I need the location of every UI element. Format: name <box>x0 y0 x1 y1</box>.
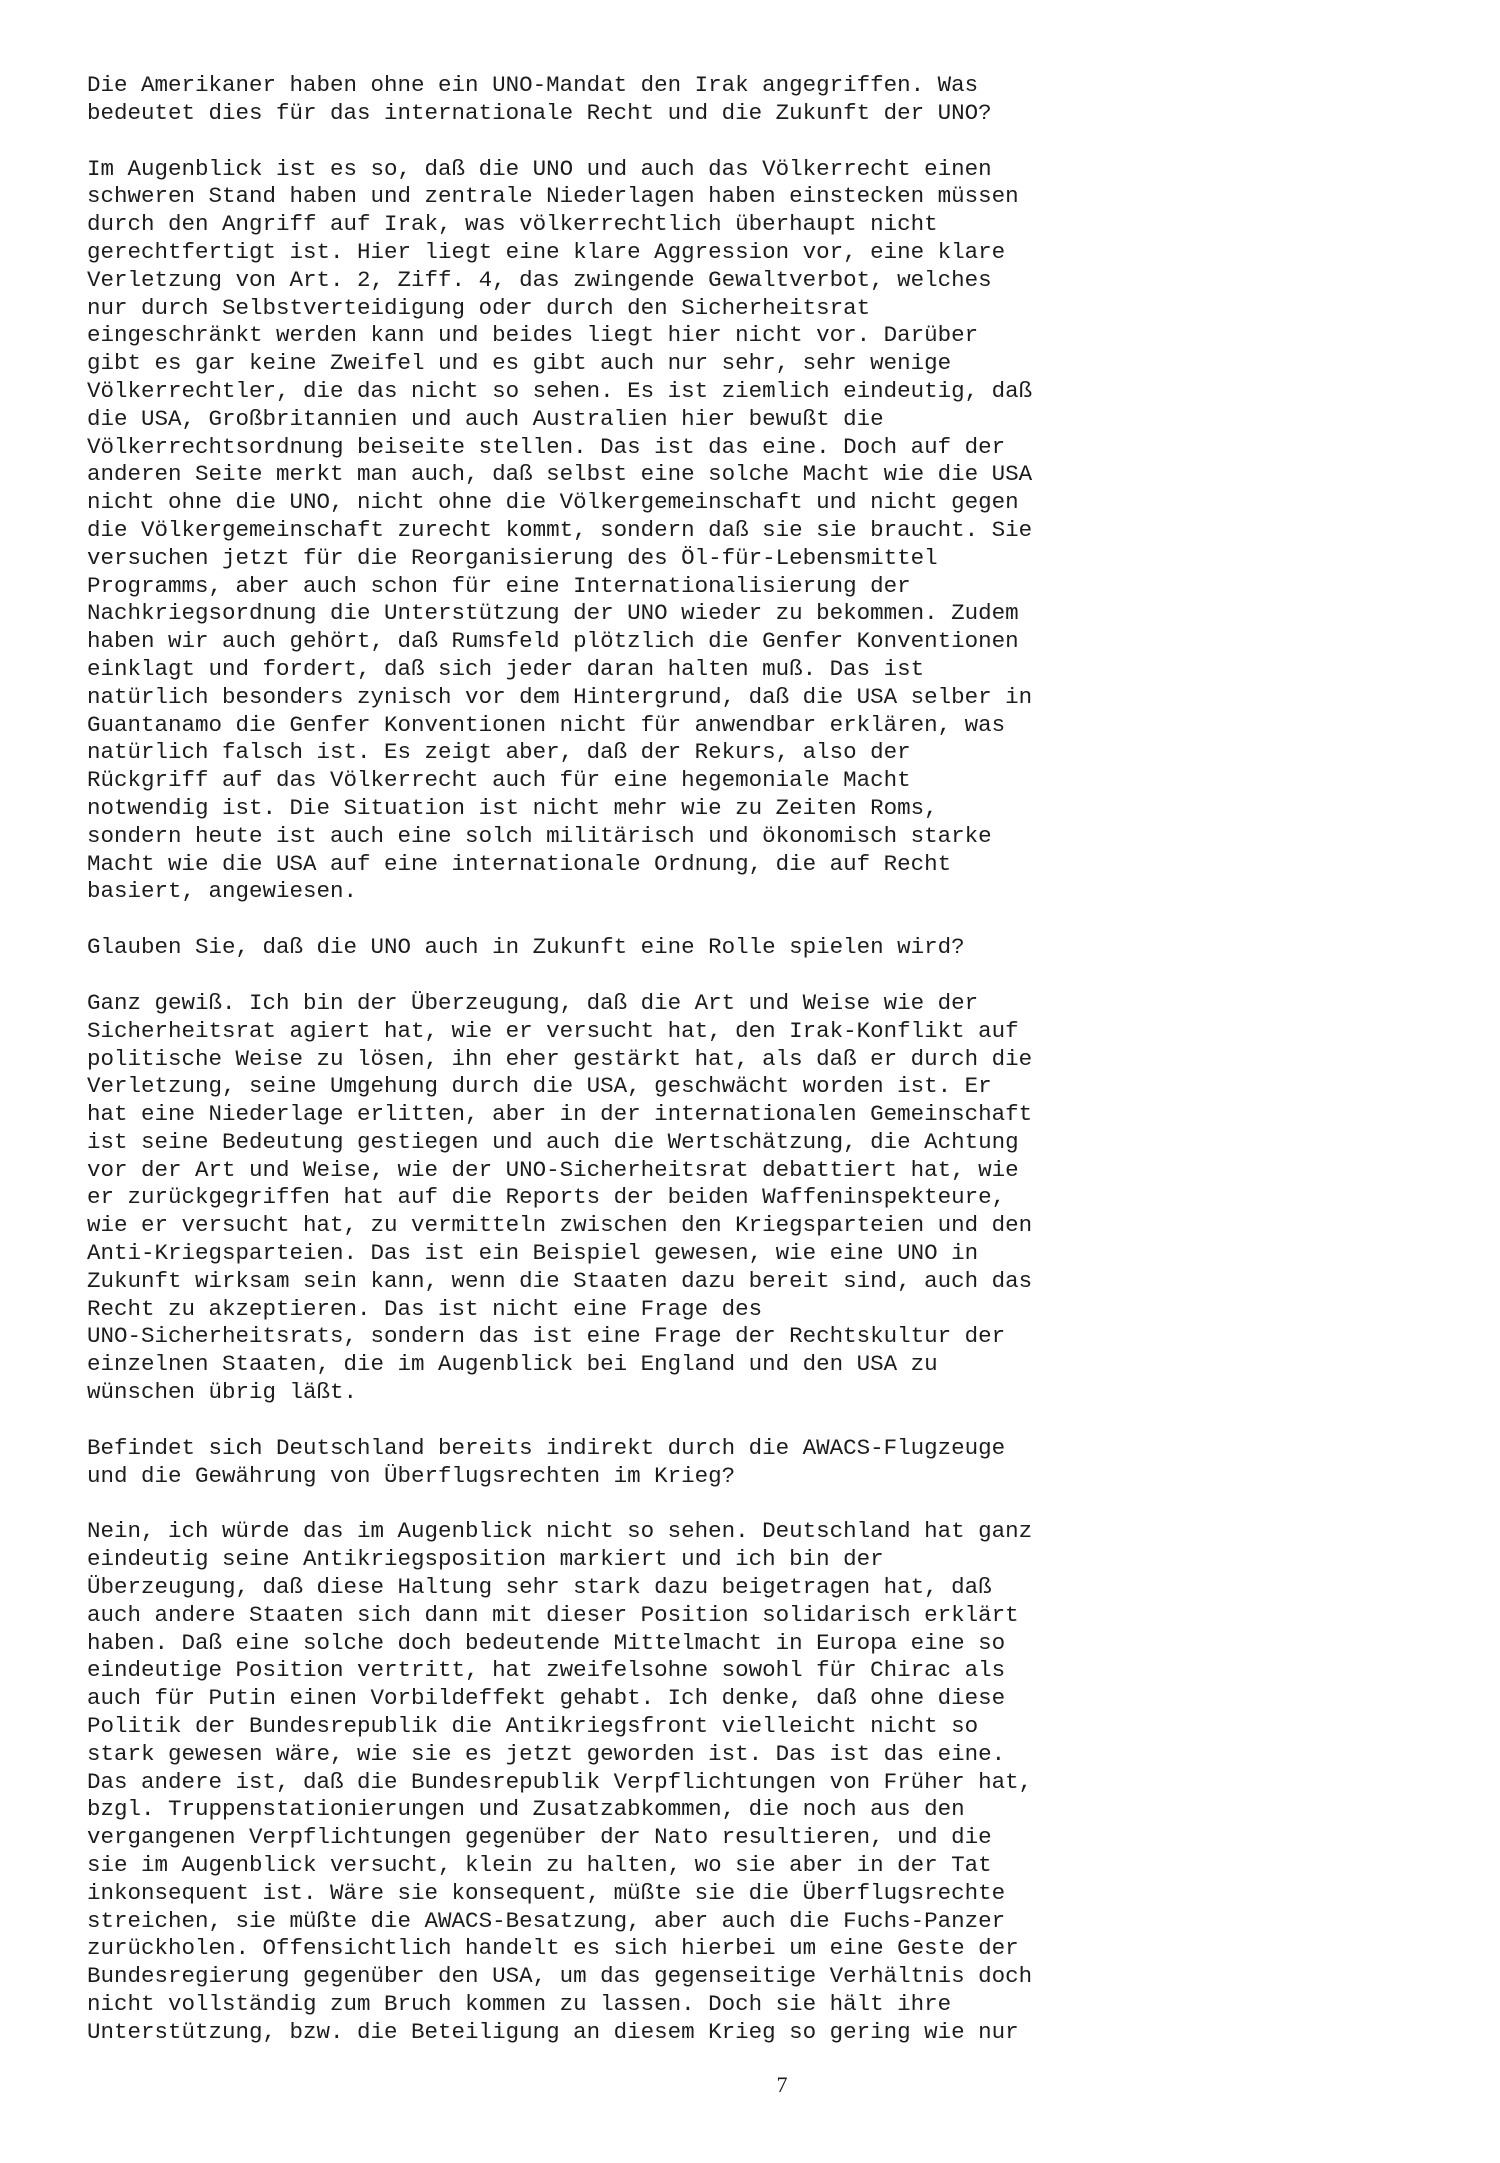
question-germany-awacs: Befindet sich Deutschland bereits indirekt durch die AWACS-Flugzeuge und die Gewährung von Überflugsrechten im Krieg? <box>87 1434 1006 1489</box>
answer-security-council: Ganz gewiß. Ich bin der Überzeugung, daß die Art und Weise wie der Sicherheitsrat agiert hat, wie er versucht hat, den Irak-Konflikt auf politische Weise zu lösen, ihn eher gestärkt hat, als daß er durch die Verletzung, seine Umgehung durch die USA, geschwächt worden ist. Er hat eine Niederlage erlitten, aber in der internationalen Gemeinschaft ist seine Bedeutung gestiegen und auch die Wertschätzung, die Achtung vor der Art und Weise, wie der UNO-Sicherheitsrat debattiert hat, wie er zurückgegriffen hat auf die Reports der beiden Waffeninspekteure, wie er versucht hat, zu vermitteln zwischen den Kriegsparteien und den Anti-Kriegsparteien. Das ist ein Beispiel gewesen, wie eine UNO in Zukunft wirksam sein kann, wenn die Staaten dazu bereit sind, auch das Recht zu akzeptieren. Das ist nicht eine Frage des UNO-Sicherheitsrats, sondern das ist eine Frage der Rechtskultur der einzelnen Staaten, die im Augenblick bei England und den USA zu wünschen übrig läßt. <box>87 989 1033 1406</box>
answer-international-law: Im Augenblick ist es so, daß die UNO und auch das Völkerrecht einen schweren Stand haben und zentrale Niederlagen haben einstecken müssen durch den Angriff auf Irak, was völkerrechtlich überhaupt nicht gerechtfertigt ist. Hier liegt eine klare Aggression vor, eine klare Verletzung von Art. 2, Ziff. 4, das zwingende Gewaltverbot, welches nur durch Selbstverteidigung oder durch den Sicherheitsrat eingeschränkt werden kann und beides liegt hier nicht vor. Darüber gibt es gar keine Zweifel und es gibt auch nur sehr, sehr wenige Völkerrechtler, die das nicht so sehen. Es ist ziemlich eindeutig, daß die USA, Großbritannien und auch Australien hier bewußt die Völkerrechtsordnung beiseite stellen. Das ist das eine. Doch auf der anderen Seite merkt man auch, daß selbst eine solche Macht wie die USA nicht ohne die UNO, nicht ohne die Völkergemeinschaft und nicht gegen die Völkergemeinschaft zurecht kommt, sondern daß sie sie braucht. Sie versuchen jetzt für die Reorganisierung des Öl-für-Lebensmittel Programms, aber auch schon für eine Internationalisierung der Nachkriegsordnung die Unterstützung der UNO wieder zu bekommen. Zudem haben wir auch gehört, daß Rumsfeld plötzlich die Genfer Konventionen einklagt und fordert, daß sich jeder daran halten muß. Das ist natürlich besonders zynisch vor dem Hintergrund, daß die USA selber in Guantanamo die Genfer Konventionen nicht für anwendbar erklären, was natürlich falsch ist. Es zeigt aber, daß der Rekurs, also der Rückgriff auf das Völkerrecht auch für eine hegemoniale Macht notwendig ist. Die Situation ist nicht mehr wie zu Zeiten Roms, sondern heute ist auch eine solch militärisch und ökonomisch starke Macht wie die USA auf eine internationale Ordnung, die auf Recht basiert, angewiesen. <box>87 155 1033 905</box>
page-number: 7 <box>776 2072 788 2097</box>
question-un-future-role: Glauben Sie, daß die UNO auch in Zukunft eine Rolle spielen wird? <box>87 934 965 961</box>
answer-germany-position: Nein, ich würde das im Augenblick nicht so sehen. Deutschland hat ganz eindeutig seine Antikriegsposition markiert und ich bin der Überzeugung, daß diese Haltung sehr stark dazu beigetragen hat, daß auch andere Staaten sich dann mit dieser Position solidarisch erklärt haben. Daß eine solche doch bedeutende Mittelmacht in Europa eine so eindeutige Position vertritt, hat zweifelsohne sowohl für Chirac als auch für Putin einen Vorbildeffekt gehabt. Ich denke, daß ohne diese Politik der Bundesrepublik die Antikriegsfront vielleicht nicht so stark gewesen wäre, wie sie es jetzt geworden ist. Das ist das eine. Das andere ist, daß die Bundesrepublik Verpflichtungen von Früher hat, bzgl. Truppenstationierungen und Zusatzabkommen, die noch aus den vergangenen Verpflichtungen gegenüber der Nato resultieren, und die sie im Augenblick versucht, klein zu halten, wo sie aber in der Tat inkonsequent ist. Wäre sie konsequent, müßte sie die Überflugsrechte streichen, sie müßte die AWACS-Besatzung, aber auch die Fuchs-Panzer zurückholen. Offensichtlich handelt es sich hierbei um eine Geste der Bundesregierung gegenüber den USA, um das gegenseitige Verhältnis doch nicht vollständig zum Bruch kommen zu lassen. Doch sie hält ihre Unterstützung, bzw. die Beteiligung an diesem Krieg so gering wie nur <box>87 1518 1033 2045</box>
question-un-mandate: Die Amerikaner haben ohne ein UNO-Mandat den Irak angegriffen. Was bedeutet dies für das internationale Recht und die Zukunft der UNO? <box>87 72 992 126</box>
document-body <box>87 72 1417 2075</box>
